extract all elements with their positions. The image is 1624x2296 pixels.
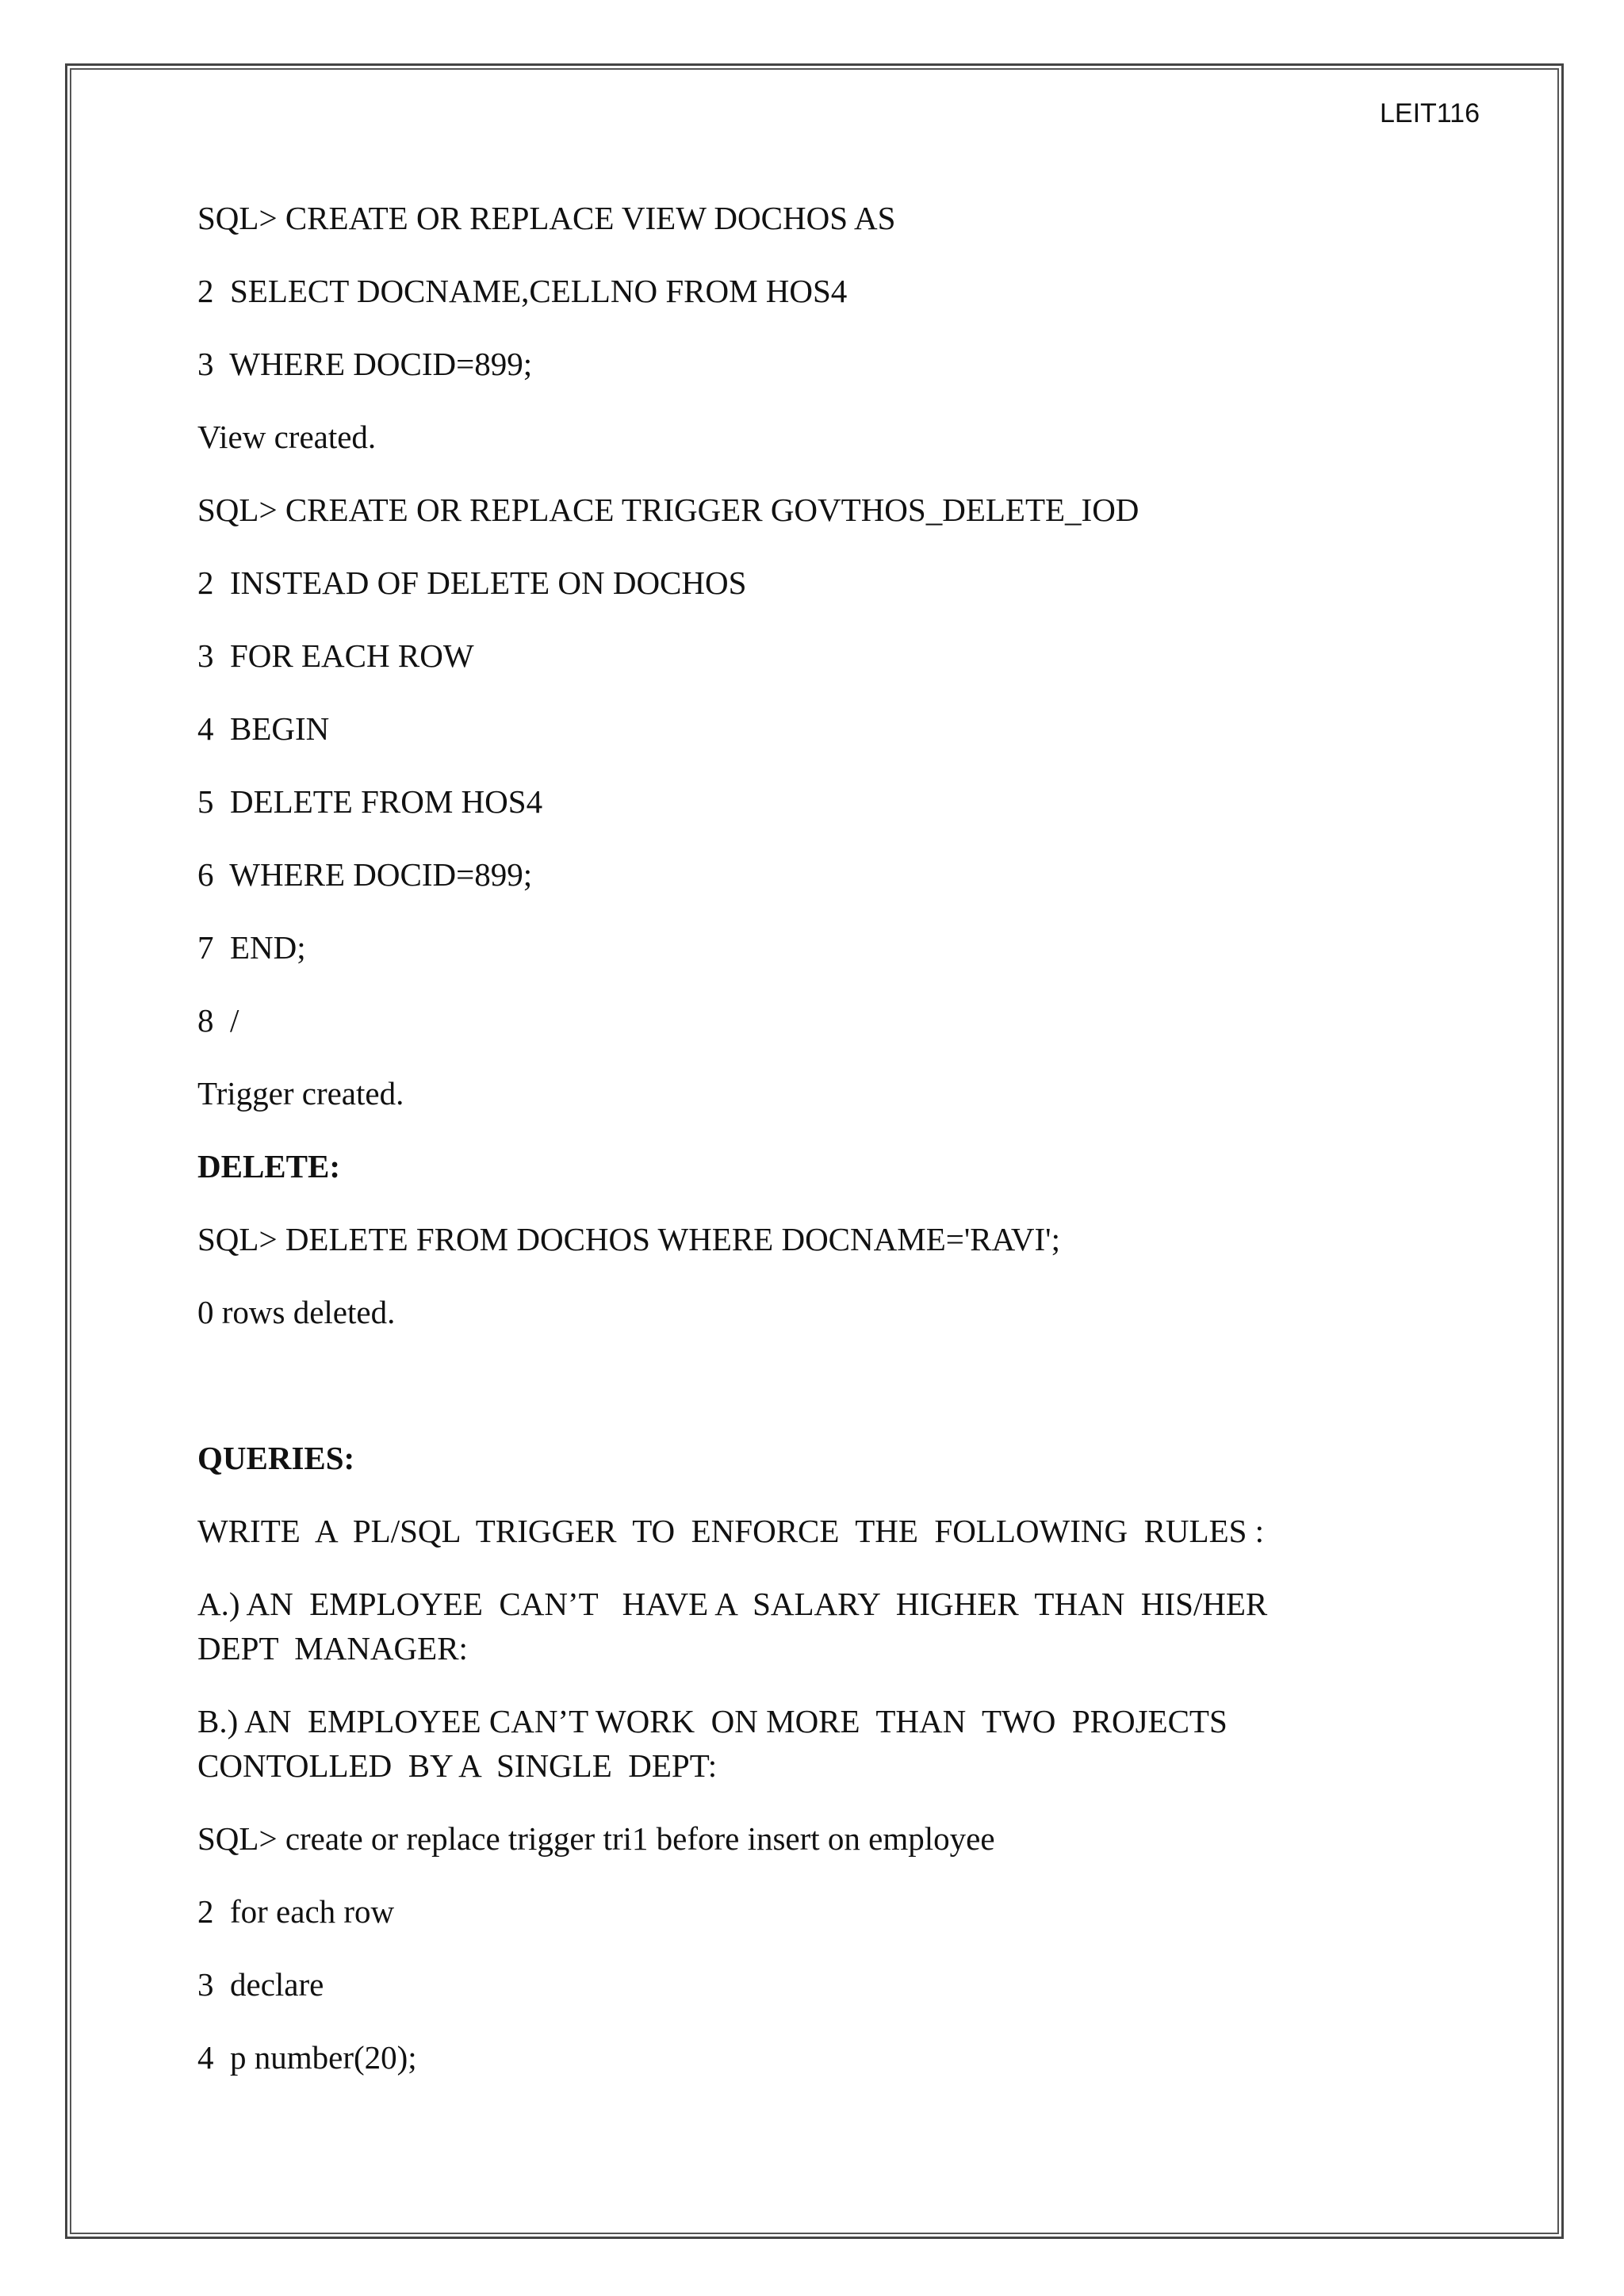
code-line: 3 WHERE DOCID=899; [197, 346, 533, 382]
rule-a-line-2: DEPT MANAGER: [197, 1630, 468, 1667]
code-line: 2 for each row [197, 1893, 395, 1930]
code-line: 2 SELECT DOCNAME,CELLNO FROM HOS4 [197, 273, 848, 309]
code-line: 5 DELETE FROM HOS4 [197, 783, 543, 820]
code-line: 4 BEGIN [197, 710, 330, 747]
rule-b-line-1: B.) AN EMPLOYEE CAN’T WORK ON MORE THAN TWO PROJECTS [197, 1703, 1228, 1739]
section-heading-queries: QUERIES: [197, 1440, 355, 1476]
result-line: Trigger created. [197, 1075, 404, 1112]
queries-intro: WRITE A PL/SQL TRIGGER TO ENFORCE THE FOLLOWING RULES : [197, 1513, 1265, 1549]
code-line: 3 declare [197, 1966, 324, 2003]
code-line: SQL> CREATE OR REPLACE VIEW DOCHOS AS [197, 200, 896, 236]
code-line: SQL> DELETE FROM DOCHOS WHERE DOCNAME='RAVI'; [197, 1221, 1060, 1257]
result-line: 0 rows deleted. [197, 1294, 396, 1330]
code-line: 4 p number(20); [197, 2039, 417, 2076]
result-line: View created. [197, 419, 377, 455]
code-line: 6 WHERE DOCID=899; [197, 856, 533, 893]
code-line: 3 FOR EACH ROW [197, 637, 474, 674]
code-line: 8 / [197, 1002, 239, 1039]
document-code: LEIT116 [1379, 98, 1480, 128]
code-line: 2 INSTEAD OF DELETE ON DOCHOS [197, 564, 747, 601]
code-line: SQL> CREATE OR REPLACE TRIGGER GOVTHOS_DELETE_IOD [197, 492, 1139, 528]
code-line: 7 END; [197, 929, 306, 966]
rule-b-line-2: CONTOLLED BY A SINGLE DEPT: [197, 1747, 718, 1784]
section-heading-delete: DELETE: [197, 1148, 340, 1184]
code-line: SQL> create or replace trigger tri1 before insert on employee [197, 1820, 995, 1857]
rule-a-line-1: A.) AN EMPLOYEE CAN’T HAVE A SALARY HIGHER THAN HIS/HER [197, 1586, 1268, 1622]
